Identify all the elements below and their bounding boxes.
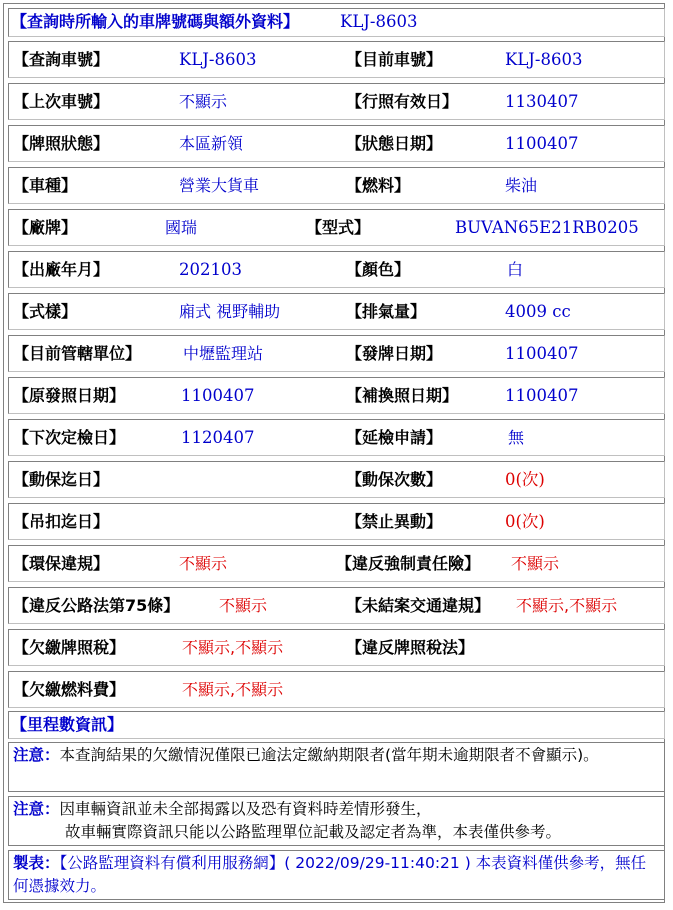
field-label: 【動保次數】 (346, 470, 443, 489)
field-label: 【補換照日期】 (346, 386, 459, 405)
table-row (8, 587, 665, 624)
field-value: 不顯示,不顯示 (182, 680, 284, 699)
field-label: 【型式】 (306, 218, 371, 237)
field-value: 不顯示 (219, 596, 268, 615)
header-row (8, 8, 665, 37)
field-label: 【牌照狀態】 (13, 134, 110, 153)
field-label: 【目前管轄單位】 (13, 344, 142, 363)
field-value: 1100407 (505, 386, 579, 405)
table-row (8, 545, 665, 582)
note-disclaimer (8, 796, 665, 846)
table-row (8, 419, 665, 456)
field-value: 中壢監理站 (183, 344, 264, 363)
table-row (8, 629, 665, 666)
field-label: 【下次定檢日】 (13, 428, 126, 447)
field-value: 不顯示 (511, 554, 560, 573)
note-overdue (8, 742, 665, 792)
field-value: 無 (508, 428, 525, 447)
table-row (8, 125, 665, 162)
field-label: 【顏色】 (346, 260, 411, 279)
table-row (8, 335, 665, 372)
mileage-row (8, 711, 665, 739)
field-label: 【違反牌照稅法】 (346, 638, 475, 657)
field-label: 【禁止異動】 (346, 512, 443, 531)
field-value: 1100407 (505, 344, 579, 363)
field-value: 柴油 (505, 176, 538, 195)
table-row (8, 293, 665, 330)
field-value: KLJ-8603 (179, 50, 257, 69)
note-overdue-head: 注意： (13, 746, 60, 764)
header-title: 【查詢時所輸入的車牌號碼與額外資料】 (11, 12, 300, 31)
table-row (8, 461, 665, 498)
field-value: BUVAN65E21RB0205 (455, 218, 639, 237)
field-label: 【狀態日期】 (346, 134, 443, 153)
field-value: 0(次) (505, 512, 545, 531)
field-label: 【式樣】 (13, 302, 78, 321)
table-row (8, 377, 665, 414)
field-label: 【環保違規】 (13, 554, 110, 573)
table-row (8, 167, 665, 204)
field-value: 0(次) (505, 470, 545, 489)
field-value: 不顯示 (179, 92, 228, 111)
table-row (8, 209, 665, 246)
note-source-body: 【公路監理資料有償利用服務網】( 2022/09/29-11:40:21 ) 本表資料僅供參考，無任何憑據效力。 (13, 854, 647, 895)
field-value: 1130407 (505, 92, 579, 111)
field-label: 【延檢申請】 (346, 428, 443, 447)
field-label: 【廠牌】 (13, 218, 78, 237)
field-value: 營業大貨車 (179, 176, 260, 195)
field-label: 【燃料】 (346, 176, 411, 195)
field-value: 1120407 (181, 428, 255, 447)
field-label: 【違反公路法第75條】 (13, 596, 180, 615)
field-value: 202103 (179, 260, 242, 279)
field-value: KLJ-8603 (505, 50, 583, 69)
header-plate: KLJ-8603 (340, 12, 418, 31)
field-label: 【上次車號】 (13, 92, 110, 111)
field-label: 【欠繳牌照稅】 (13, 638, 126, 657)
note-source-head: 製表： (13, 854, 60, 872)
field-label: 【排氣量】 (346, 302, 427, 321)
mileage-title: 【里程數資訊】 (11, 715, 124, 734)
field-value: 4009 cc (505, 302, 571, 321)
field-label: 【行照有效日】 (346, 92, 459, 111)
field-value: 國瑞 (165, 218, 198, 237)
field-label: 【查詢車號】 (13, 50, 110, 69)
field-label: 【吊扣迄日】 (13, 512, 110, 531)
field-value: 白 (507, 260, 524, 279)
note-disclaimer-line1: 因車輛資訊並未全部揭露以及恐有資料時差情形發生， (59, 800, 432, 818)
field-value: 本區新領 (179, 134, 244, 153)
field-label: 【未結案交通違規】 (346, 596, 491, 615)
table-row (8, 41, 665, 78)
field-label: 【車種】 (13, 176, 78, 195)
field-label: 【發牌日期】 (346, 344, 443, 363)
table-row (8, 671, 665, 708)
note-source (8, 850, 665, 900)
table-row (8, 503, 665, 540)
field-value: 不顯示 (179, 554, 228, 573)
field-value: 1100407 (181, 386, 255, 405)
table-row (8, 251, 665, 288)
note-disclaimer-head: 注意： (13, 800, 60, 818)
field-value: 1100407 (505, 134, 579, 153)
field-value: 廂式 視野輔助 (179, 302, 281, 321)
field-label: 【欠繳燃料費】 (13, 680, 126, 699)
field-label: 【目前車號】 (346, 50, 443, 69)
field-value: 不顯示,不顯示 (516, 596, 618, 615)
field-value: 不顯示,不顯示 (182, 638, 284, 657)
table-row (8, 83, 665, 120)
field-label: 【動保迄日】 (13, 470, 110, 489)
note-overdue-body: 本查詢結果的欠繳情況僅限已逾法定繳納期限者(當年期未逾期限者不會顯示)。 (59, 746, 599, 764)
field-label: 【原發照日期】 (13, 386, 126, 405)
field-label: 【違反強制責任險】 (336, 554, 481, 573)
note-disclaimer-line2: 故車輛實際資訊只能以公路監理單位記載及認定者為準，本表僅供參考。 (65, 823, 562, 841)
field-label: 【出廠年月】 (13, 260, 110, 279)
